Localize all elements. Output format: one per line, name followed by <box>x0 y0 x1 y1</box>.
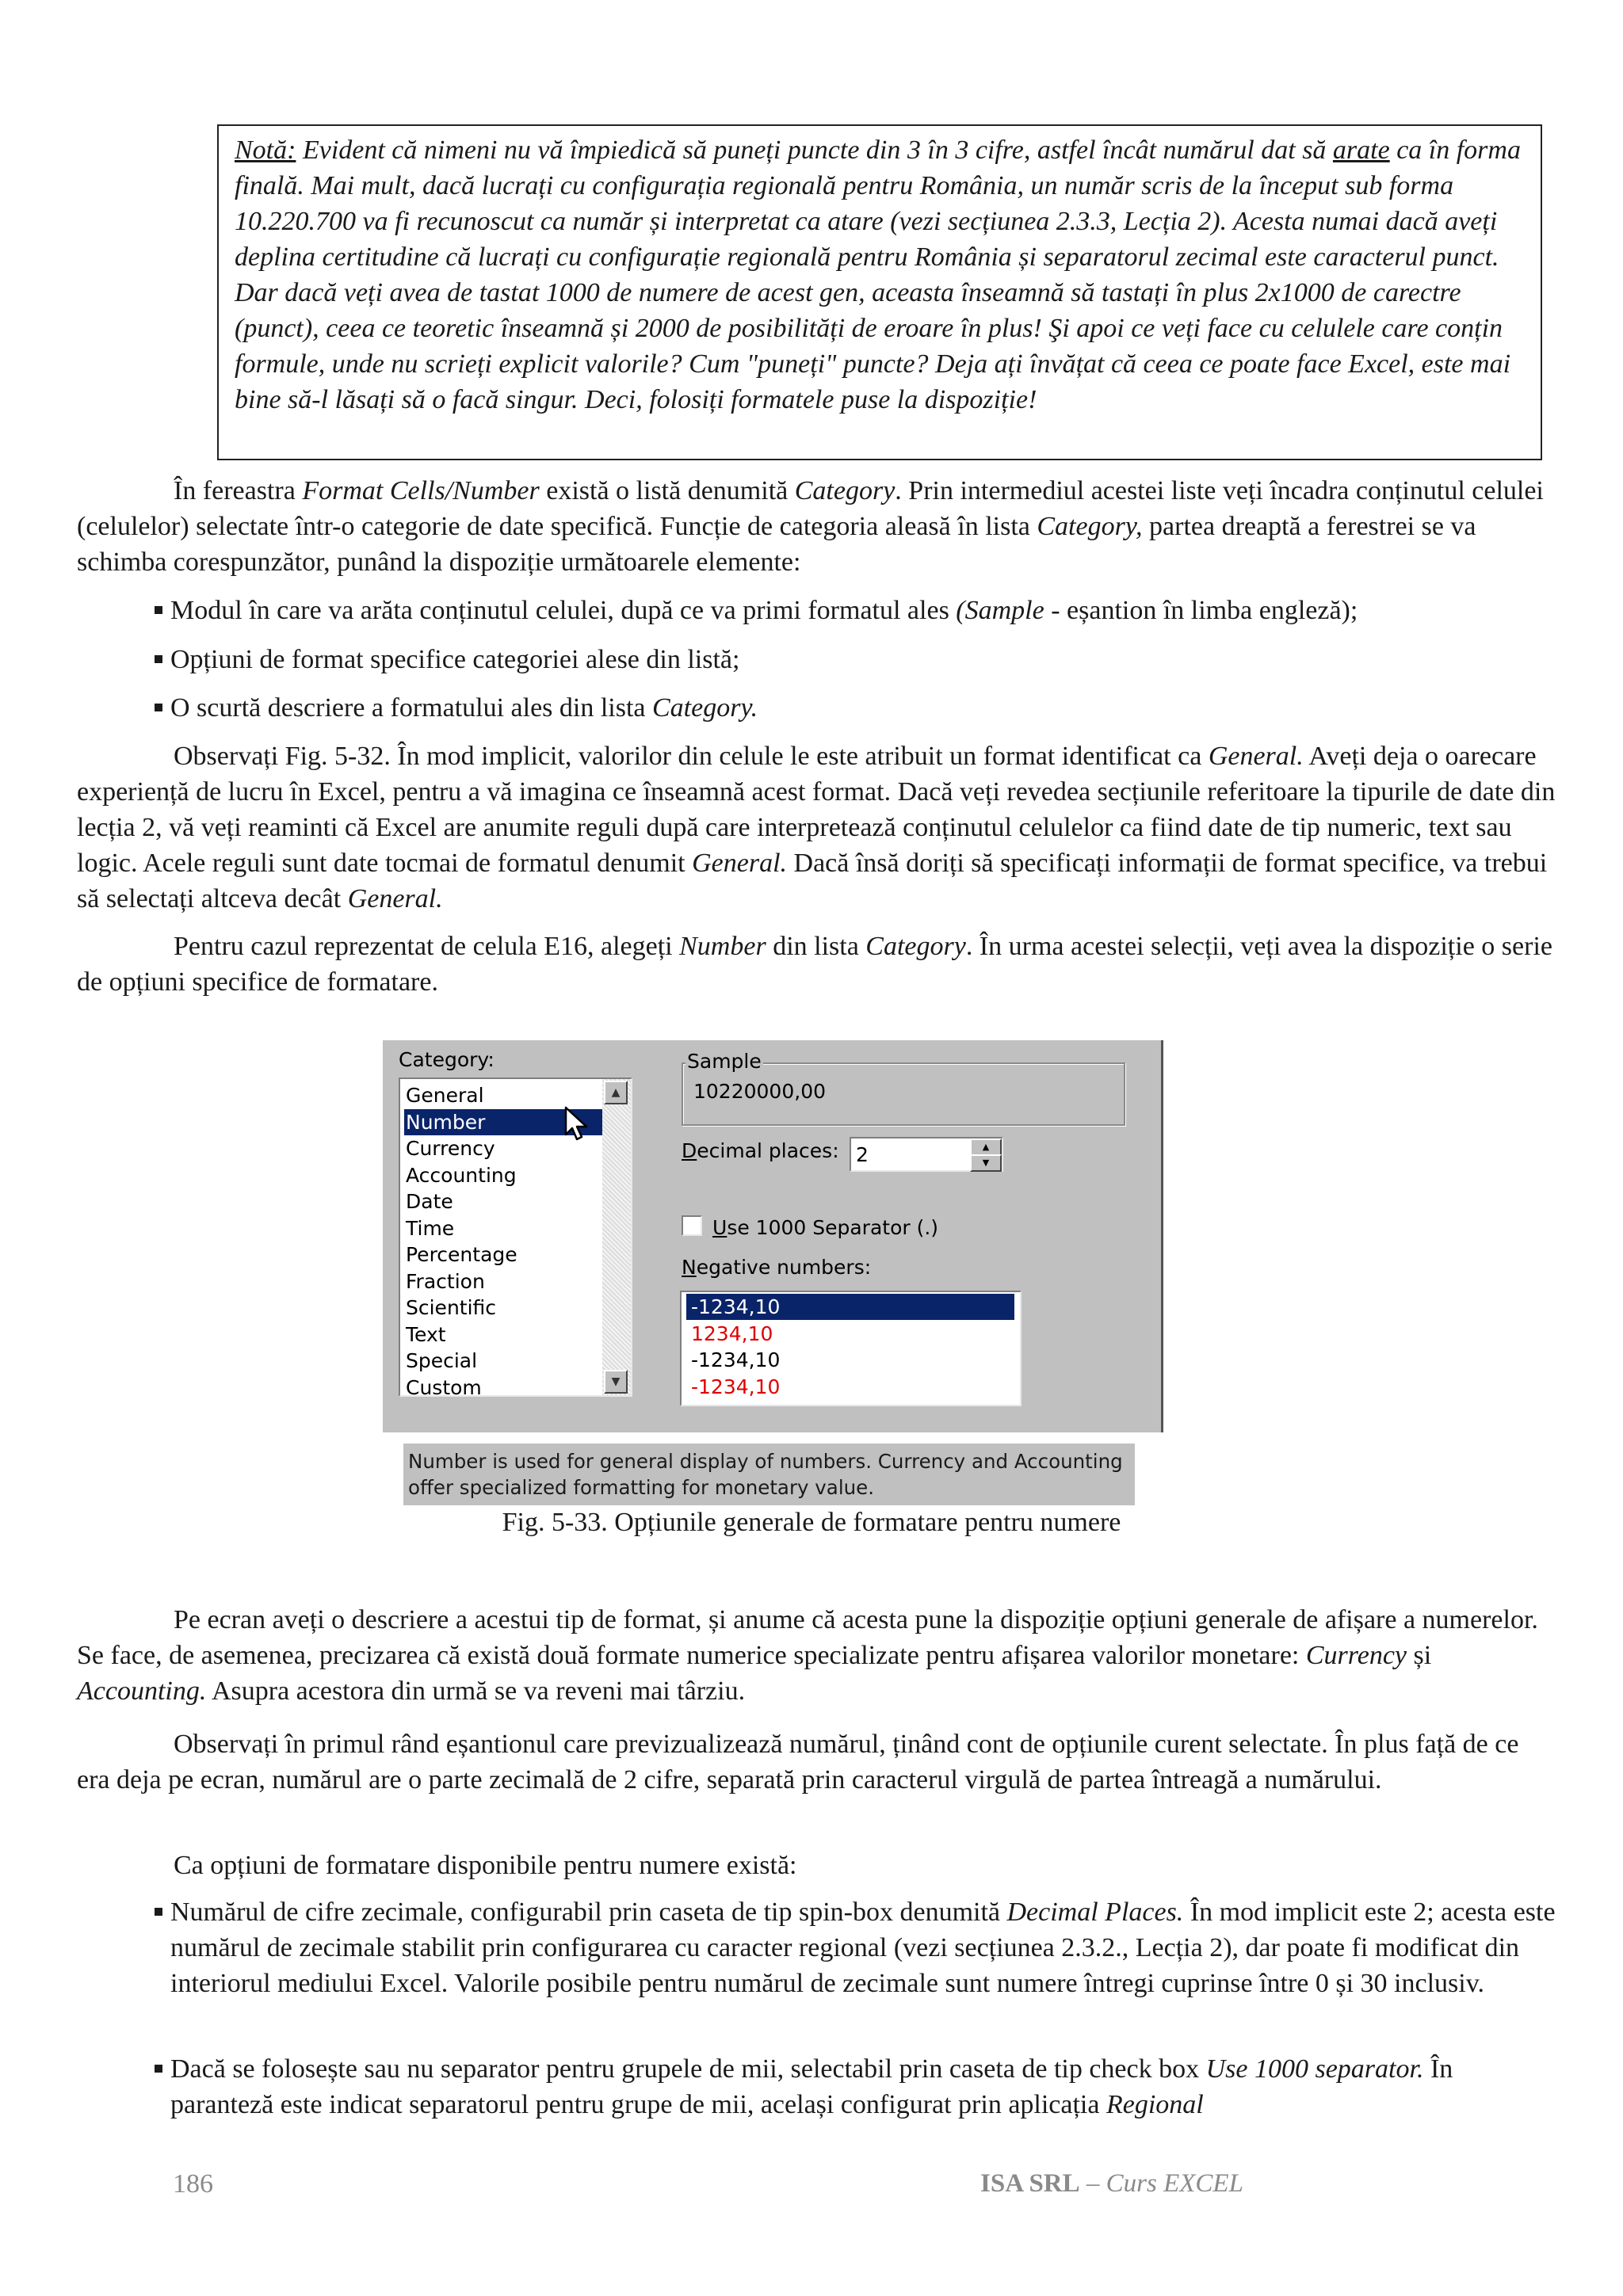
negative-number-option[interactable]: -1234,10 <box>686 1294 1014 1320</box>
category-label: Category: <box>399 1048 495 1071</box>
negative-numbers-listbox[interactable] <box>680 1291 1022 1406</box>
paragraph-3: Pentru cazul reprezentat de celula E16, alegeți Number din lista Category. În urma acestei selecții, veți avea la dispoziție o serie de opțiuni specifice de formatare. <box>77 932 1552 997</box>
decimal-places-spinbox[interactable]: 2 ▲ ▼ <box>850 1137 1003 1172</box>
scroll-down-button[interactable]: ▼ <box>604 1370 628 1394</box>
paragraph-4: Pe ecran aveți o descriere a acestui tip de format, și anume că acesta pune la dispoziție opțiuni generale de afișare a numerelor. Se face, de asemenea, precizarea că există două formate numerice specializate pentru afișarea valorilor monetare: Currency și Accounting. Asupra acestora din urmă se va reveni mai târziu. <box>77 1605 1538 1706</box>
note-label: Notă: <box>235 135 296 165</box>
footer-brand: ISA SRL – Curs EXCEL <box>980 2169 1243 2198</box>
paragraph-1: În fereastra Format Cells/Number există o listă denumită Category. Prin intermediul acestei liste veți încadra conținutul celulei (celulelor) selectate într-o categorie de date specifică. Funcție de categoria aleasă în lista Category, partea dreaptă a ferestrei se va schimba corespunzător, punând la dispoziție următoarele elemente: <box>77 476 1544 577</box>
bullet-item: O scurtă descriere a formatului ales din lista Category. <box>155 690 1557 726</box>
note-text: Notă: Evident că nimeni nu vă împiedică să puneți puncte din 3 în 3 cifre, astfel încât numărul dat să arate ca în forma finală. Mai mult, dacă lucrați cu configurația regională pentru România, un număr scris de la început sub forma 10.220.700 va fi recunoscut ca număr și interpretat ca atare (vezi secțiunea 2.3.3, Lecția 2). Acesta numai dacă aveți deplina certitudine că lucrați cu configurație regională pentru România și separatorul zecimal este caracterul punct. Dar dacă veți avea de tastat 1000 de numere de acest gen, aceasta înseamnă să tastați în plus 2x1000 de carectre (punct), ceea ce teoretic înseamnă și 2000 de posibilități de eroare în plus! Şi apoi ce veți face cu celulele care conțin formule, unde nu scrieți explicit valorile? Cum "puneți" puncte? Deja ați învățat că ceea ce poate face Excel, este mai bine să-l lăsați să o facă singur. Deci, folosiți formatele puse la dispoziție! <box>235 135 1521 414</box>
category-option[interactable]: Number <box>404 1109 602 1135</box>
bullet-item: Numărul de cifre zecimale, configurabil prin caseta de tip spin-box denumită Decimal Places. În mod implicit este 2; acesta este numărul de zecimale stabilit prin configurarea cu caracter regional (vezi secțiunea 2.3.2., Lecția 2), dar poate fi modificat din interiorul mediului Excel. Valorile posibile pentru numărul de zecimale sunt numere întregi cuprinse între 0 și 30 inclusiv. <box>155 1894 1557 2001</box>
paragraph-2: Observați Fig. 5-32. În mod implicit, valorilor din celule le este atribuit un format identificat ca General. Aveți deja o oarecare experiență de lucru în Excel, pentru a vă imagina ce înseamnă acest format. Dacă veți revedea secțiunile referitoare la tipurile de date din lecția 2, vă veți reaminti că Excel are anumite reguli după care interpretează conținutul celulelor ca fiind date de tip numeric, text sau logic. Acele reguli sunt date tocmai de formatul denumit General. Dacă însă doriți să specificați informații de format specifice, va trebui să selectați altceva decât General. <box>77 742 1556 913</box>
category-option[interactable]: General <box>406 1084 484 1107</box>
sample-value: 10220000,00 <box>693 1080 827 1103</box>
note-box <box>217 124 1542 460</box>
decimal-places-label: Decimal places: <box>682 1139 839 1162</box>
category-option[interactable]: Text <box>406 1322 446 1346</box>
category-option[interactable]: Accounting <box>406 1163 517 1187</box>
category-listbox[interactable] <box>399 1077 632 1397</box>
negative-numbers-label: Negative numbers: <box>682 1256 872 1279</box>
format-cells-dialog-figure <box>383 1040 1163 1432</box>
negative-number-option[interactable]: -1234,10 <box>691 1375 781 1398</box>
category-option[interactable]: Percentage <box>406 1243 517 1266</box>
bullet-item: Modul în care va arăta conținutul celulei, după ce va primi formatul ales (Sample - eșantion în limba engleză); <box>155 593 1557 628</box>
spin-up-button[interactable]: ▲ <box>970 1138 1002 1156</box>
format-description: Number is used for general display of numbers. Currency and Accounting offer specialized formatting for monetary value. <box>403 1444 1135 1505</box>
figure-caption: Fig. 5-33. Opțiunile generale de formatare pentru numere <box>502 1508 1121 1537</box>
category-option[interactable]: Currency <box>406 1137 495 1160</box>
paragraph-6: Ca opțiuni de formatare disponibile pentru numere există: <box>174 1851 797 1880</box>
category-option[interactable]: Date <box>406 1190 453 1213</box>
paragraph-5: Observați în primul rând eșantionul care previzualizează numărul, ținând cont de opțiunile curent selectate. În plus față de ce era deja pe ecran, numărul are o parte zecimală de 2 cifre, separată prin caracterul virgulă de partea întreagă a numărului. <box>77 1730 1519 1794</box>
negative-number-option[interactable]: -1234,10 <box>691 1348 781 1371</box>
category-option[interactable]: Special <box>406 1349 478 1372</box>
bullet-item: Dacă se folosește sau nu separator pentru grupele de mii, selectabil prin caseta de tip check box Use 1000 separator. În paranteză este indicat separatorul pentru grupe de mii, același configurat prin aplicația Regional <box>155 2051 1557 2122</box>
category-option[interactable]: Fraction <box>406 1269 485 1293</box>
bullet-item: Opțiuni de format specifice categoriei alese din listă; <box>155 642 1557 677</box>
category-option[interactable]: Time <box>406 1216 455 1240</box>
mouse-pointer-icon <box>564 1106 591 1142</box>
category-scrollbar[interactable] <box>602 1079 631 1395</box>
category-option[interactable]: Custom <box>406 1375 482 1399</box>
sample-label: Sample <box>687 1050 762 1073</box>
negative-number-option[interactable]: 1234,10 <box>691 1322 773 1345</box>
scroll-up-button[interactable]: ▲ <box>604 1081 628 1104</box>
page-number: 186 <box>173 2169 213 2199</box>
use-1000-separator-label: Use 1000 Separator (.) <box>712 1216 939 1239</box>
spin-down-button[interactable]: ▼ <box>970 1154 1002 1172</box>
category-option[interactable]: Scientific <box>406 1296 497 1319</box>
use-1000-separator-checkbox[interactable] <box>682 1215 702 1236</box>
